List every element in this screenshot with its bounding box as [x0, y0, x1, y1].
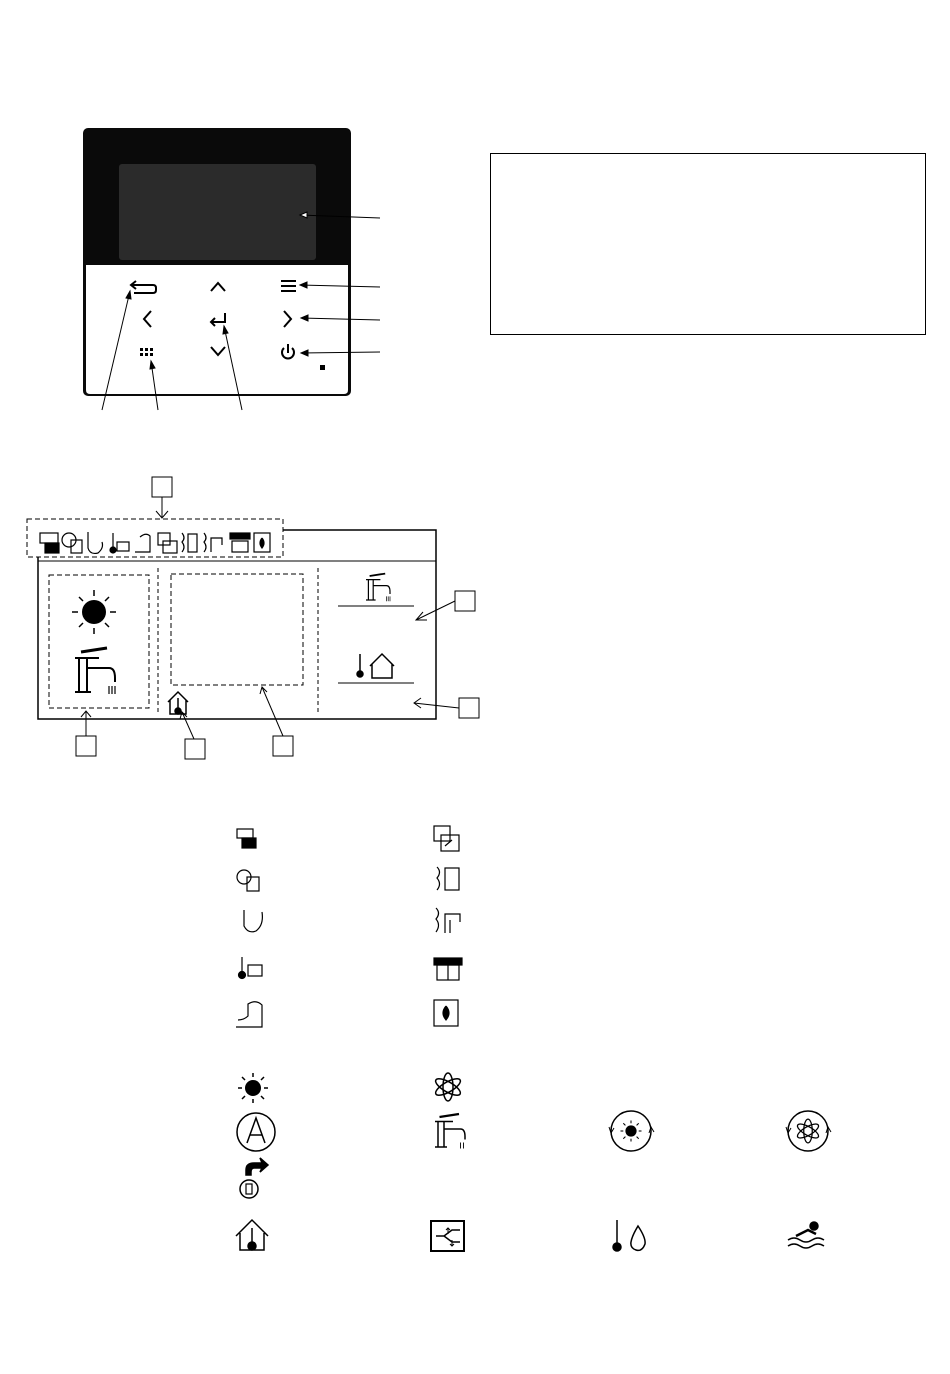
- legend-faucet-dhw-icon: [435, 1114, 465, 1149]
- spec-line: [503, 162, 913, 184]
- legend-boiler-icon: [434, 1000, 458, 1026]
- spec-line: [503, 222, 913, 244]
- icon-legend: [0, 815, 950, 1275]
- callout-house-icon: [185, 739, 205, 759]
- callout-main-box: [273, 736, 293, 756]
- legend-touch-lock-icon: [244, 910, 262, 932]
- controller-screen: [119, 164, 316, 260]
- status-led: [320, 365, 325, 370]
- legend-dhw-pipe-icon: [236, 1002, 262, 1027]
- legend-humidity-temp-icon: [613, 1220, 645, 1251]
- legend-heat-pump-icon: [437, 867, 459, 890]
- legend-solar-panel-icon: [434, 958, 462, 980]
- spec-line: [503, 252, 913, 274]
- spec-line: [503, 282, 913, 304]
- display-diagram: [0, 470, 500, 770]
- callout-mode-box: [76, 736, 96, 756]
- legend-house-thermometer-icon: [236, 1220, 268, 1250]
- spec-line: [503, 192, 913, 214]
- display-frame: [38, 530, 436, 719]
- spec-box: [490, 153, 926, 335]
- legend-dhw-heat-pump-icon: [436, 908, 460, 933]
- legend-forced-mode-icon: [240, 1158, 268, 1198]
- legend-heating-cycle-icon: [609, 1111, 654, 1151]
- legend-weekly-schedule-icon: [237, 870, 259, 891]
- callout-right-top: [455, 591, 475, 611]
- callout-status-bar: [152, 477, 172, 497]
- legend-pool-icon: [788, 1222, 824, 1248]
- legend-wired-controller-icon: [237, 829, 256, 848]
- legend-cooling-cycle-icon: [786, 1111, 831, 1151]
- callout-right-bottom: [459, 698, 479, 718]
- legend-room-thermostat-icon: [239, 957, 263, 979]
- legend-sg-ready-icon: [431, 1221, 464, 1251]
- legend-solar-heater-icon: [434, 826, 459, 851]
- legend-auto-mode-icon: [237, 1113, 275, 1151]
- legend-sun-heating-icon: [238, 1073, 268, 1103]
- legend-cooling-icon: [433, 1073, 462, 1101]
